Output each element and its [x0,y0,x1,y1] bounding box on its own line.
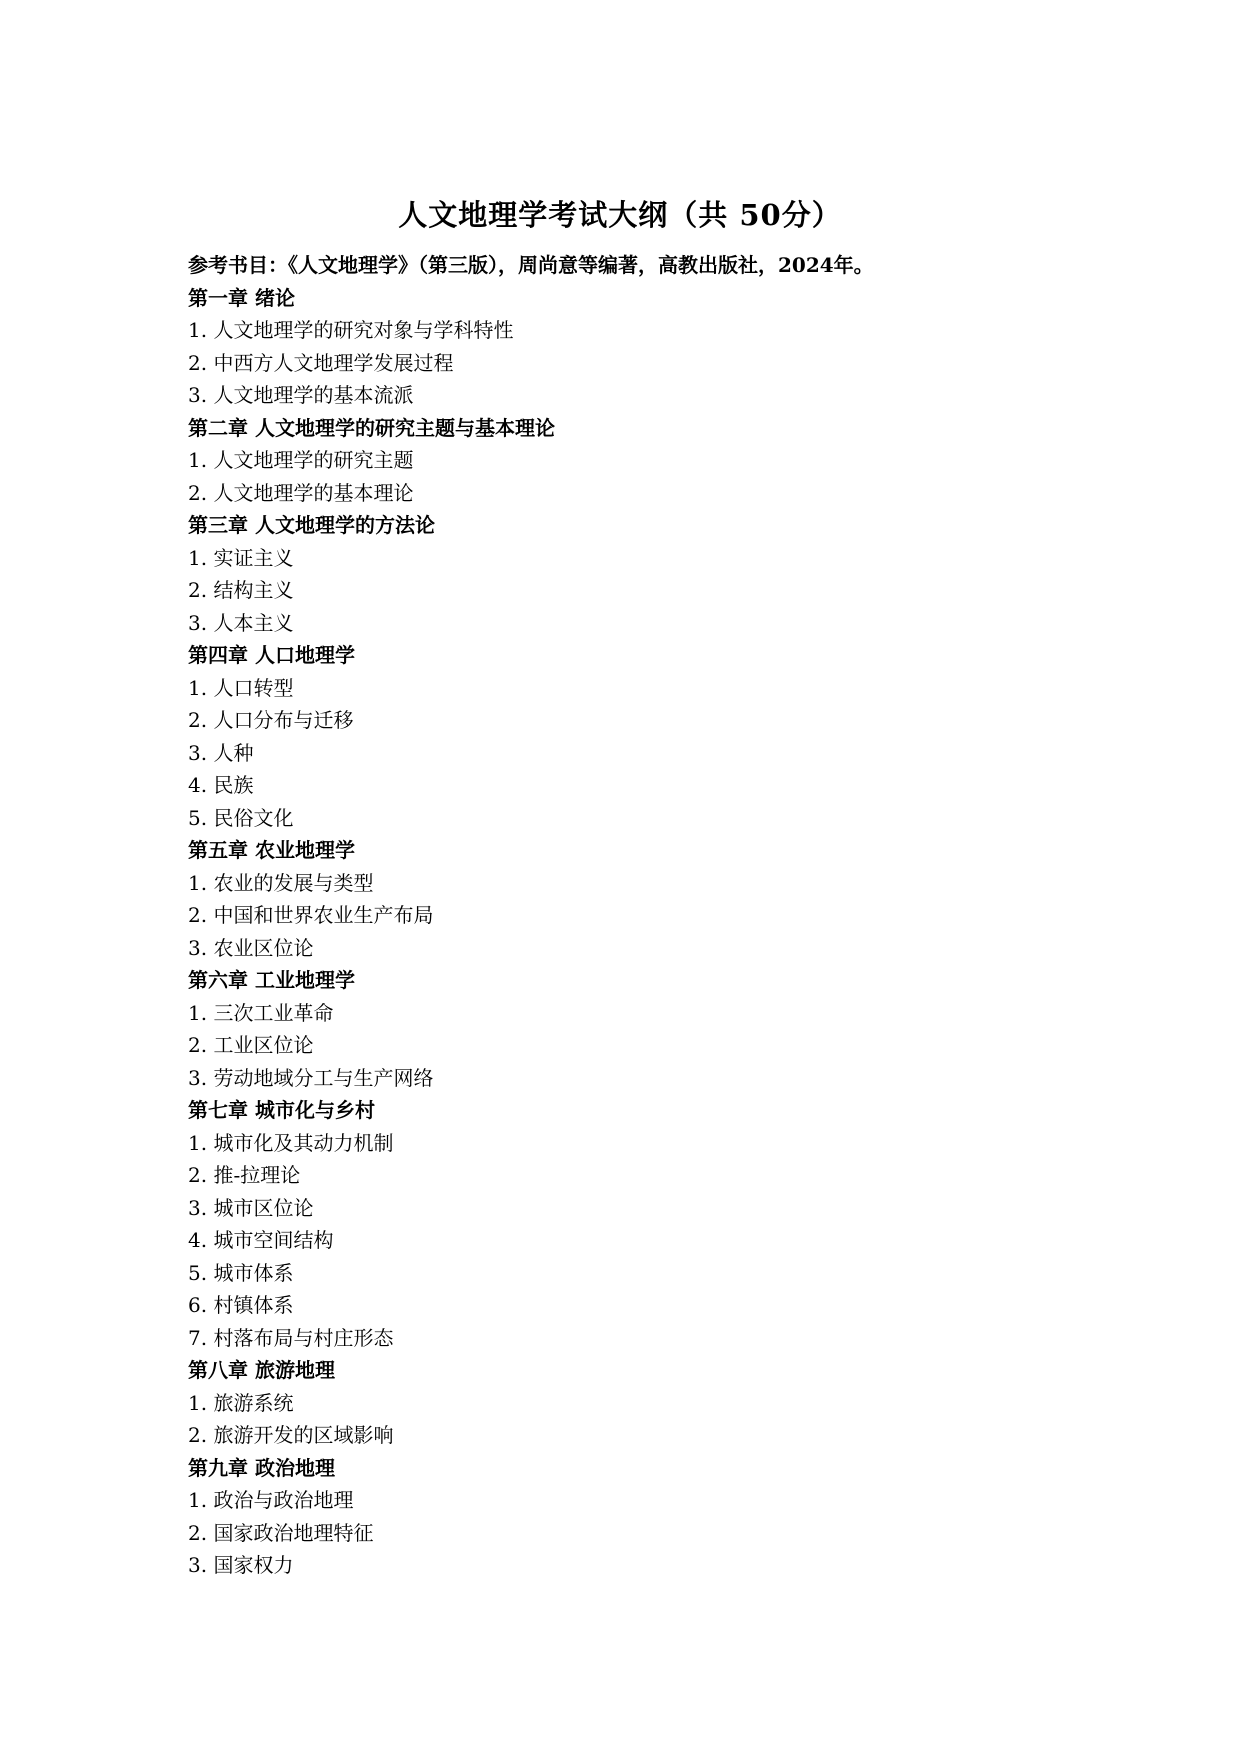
list-item: 4. 民族 [188,773,254,797]
list-item: 2. 人口分布与迁移 [188,708,354,732]
list-item: 1. 三次工业革命 [188,1000,334,1025]
list-item: 5. 民俗文化 [188,805,294,830]
list-item: 3. 城市区位论 [188,1195,314,1220]
chapter-heading: 第四章 人口地理学 [188,643,355,667]
list-item: 1. 实证主义 [188,545,294,570]
document-body [188,249,1148,1582]
list-item: 1. 人文地理学的研究对象与学科特性 [188,318,514,342]
list-item: 1. 城市化及其动力机制 [188,1130,394,1155]
chapter-heading: 第八章 旅游地理 [188,1358,335,1382]
chapter-heading: 第六章 工业地理学 [188,968,355,992]
list-item: 2. 旅游开发的区域影响 [188,1423,394,1447]
list-item: 3. 国家权力 [188,1553,294,1577]
list-item: 2. 中国和世界农业生产布局 [188,903,434,927]
chapter-heading: 第七章 城市化与乡村 [188,1098,375,1122]
list-item: 1. 政治与政治地理 [188,1488,354,1512]
list-item: 5. 城市体系 [188,1260,294,1285]
list-item: 3. 农业区位论 [188,935,314,960]
document-title: 人文地理学考试大纲（共 50分） [398,198,842,232]
reference-books: 参考书目：《人文地理学》（第三版），周尚意等编著，高教出版社，2024年。 [188,253,874,277]
list-item: 4. 城市空间结构 [188,1228,334,1252]
list-item: 1. 旅游系统 [188,1390,294,1415]
chapter-heading: 第九章 政治地理 [188,1455,335,1480]
list-item: 1. 农业的发展与类型 [188,870,374,895]
list-item: 2. 工业区位论 [188,1033,314,1057]
chapter-heading: 第一章 绪论 [188,285,295,310]
list-item: 2. 中西方人文地理学发展过程 [188,350,454,375]
chapter-heading: 第五章 农业地理学 [188,838,355,862]
list-item: 3. 人文地理学的基本流派 [188,383,414,407]
list-item: 1. 人文地理学的研究主题 [188,448,414,472]
list-item: 2. 推-拉理论 [188,1163,301,1187]
chapter-heading: 第三章 人文地理学的方法论 [188,513,435,537]
list-item: 2. 结构主义 [188,578,294,602]
list-item: 2. 人文地理学的基本理论 [188,480,414,505]
list-item: 7. 村落布局与村庄形态 [188,1325,394,1350]
list-item: 3. 人种 [188,740,254,765]
list-item: 3. 人本主义 [188,610,294,635]
list-item: 1. 人口转型 [188,675,294,700]
chapter-heading: 第二章 人文地理学的研究主题与基本理论 [188,415,555,440]
list-item: 2. 国家政治地理特征 [188,1520,374,1545]
list-item: 6. 村镇体系 [188,1293,294,1317]
list-item: 3. 劳动地域分工与生产网络 [188,1065,434,1090]
